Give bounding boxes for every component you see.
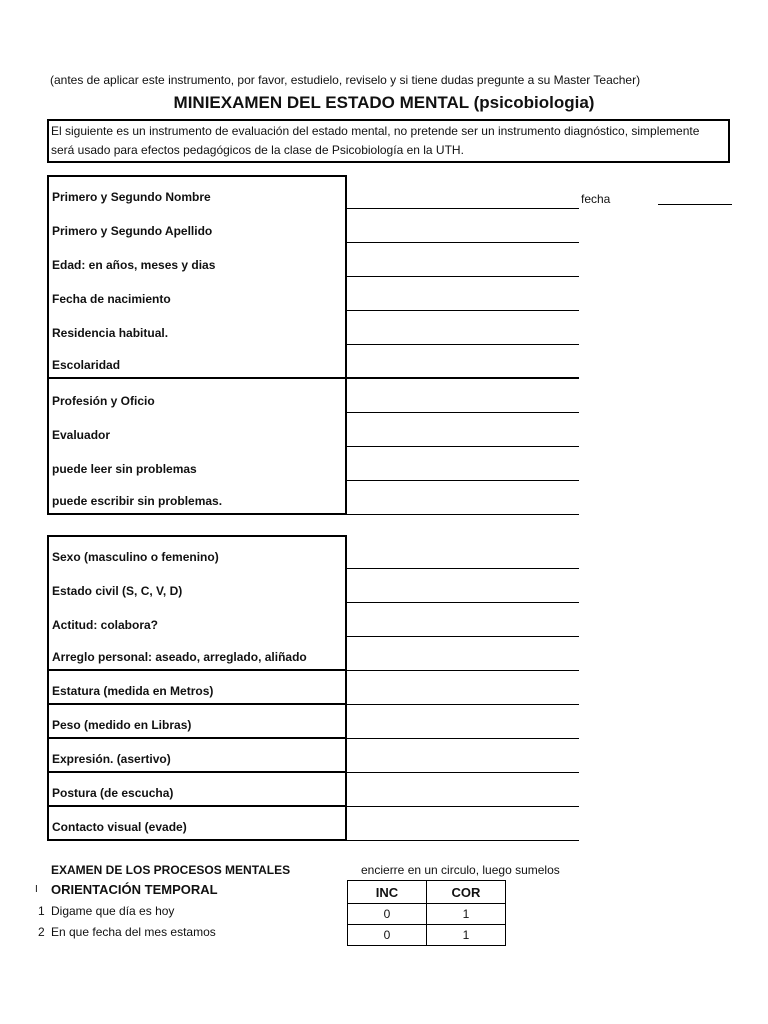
field-answer[interactable] bbox=[347, 569, 579, 603]
field-answer[interactable] bbox=[347, 175, 579, 209]
score-cor[interactable]: 1 bbox=[427, 904, 506, 925]
field-label: Edad: en años, meses y dias bbox=[52, 258, 216, 272]
intro-box: El siguiente es un instrumento de evaluación del estado mental, no pretende ser un instrumento diagnóstico, simplemente será usado para efectos pedagógicos de la clase de Psicobiología en la UTH. bbox=[47, 119, 730, 163]
field-answer[interactable] bbox=[347, 739, 579, 773]
field-answer[interactable] bbox=[347, 277, 579, 311]
table-row bbox=[348, 925, 506, 946]
exam-instruction: encierre en un circulo, luego sumelos bbox=[361, 863, 560, 877]
question-text: En que fecha del mes estamos bbox=[51, 925, 216, 939]
field-label: Fecha de nacimiento bbox=[52, 292, 171, 306]
field-label: Evaluador bbox=[52, 428, 111, 442]
personal-data-table bbox=[47, 175, 579, 515]
field-answer[interactable] bbox=[347, 209, 579, 243]
field-label: Postura (de escucha) bbox=[52, 786, 174, 800]
date-label: fecha bbox=[581, 192, 611, 206]
field-label: puede escribir sin problemas. bbox=[52, 494, 223, 508]
section-number: I bbox=[35, 884, 38, 895]
score-table bbox=[347, 880, 506, 946]
field-label: Arreglo personal: aseado, arreglado, aliñado bbox=[52, 650, 307, 664]
field-answer[interactable] bbox=[347, 311, 579, 345]
field-answer[interactable] bbox=[347, 671, 579, 705]
question-number: 1 bbox=[38, 904, 45, 918]
column-header-cor: COR bbox=[427, 881, 506, 904]
score-inc[interactable]: 0 bbox=[348, 904, 427, 925]
field-answer[interactable] bbox=[347, 413, 579, 447]
field-answer[interactable] bbox=[347, 603, 579, 637]
field-label: Actitud: colabora? bbox=[52, 618, 159, 632]
exam-section-title: EXAMEN DE LOS PROCESOS MENTALES bbox=[51, 863, 291, 877]
question-number: 2 bbox=[38, 925, 45, 939]
field-label: Sexo (masculino o femenino) bbox=[52, 550, 219, 564]
observation-table bbox=[47, 535, 579, 841]
field-label: puede leer sin problemas bbox=[52, 462, 197, 476]
field-label: Expresión. (asertivo) bbox=[52, 752, 171, 766]
field-answer[interactable] bbox=[347, 773, 579, 807]
field-label: Profesión y Oficio bbox=[52, 394, 155, 408]
field-label: Peso (medido en Libras) bbox=[52, 718, 192, 732]
question-text: Digame que día es hoy bbox=[51, 904, 175, 918]
field-label: Estado civil (S, C, V, D) bbox=[52, 584, 183, 598]
field-answer[interactable] bbox=[347, 345, 579, 379]
date-field[interactable] bbox=[658, 204, 732, 205]
field-label: Residencia habitual. bbox=[52, 326, 169, 340]
field-label: Contacto visual (evade) bbox=[52, 820, 187, 834]
field-label: Estatura (medida en Metros) bbox=[52, 684, 214, 698]
subsection-title: ORIENTACIÓN TEMPORAL bbox=[51, 882, 218, 897]
column-header-inc: INC bbox=[348, 881, 427, 904]
field-answer[interactable] bbox=[347, 481, 579, 515]
field-answer[interactable] bbox=[347, 535, 579, 569]
page-title: MINIEXAMEN DEL ESTADO MENTAL (psicobiologia) bbox=[173, 93, 595, 112]
score-cor[interactable]: 1 bbox=[427, 925, 506, 946]
field-answer[interactable] bbox=[347, 379, 579, 413]
field-label: Primero y Segundo Nombre bbox=[52, 190, 211, 204]
field-label: Primero y Segundo Apellido bbox=[52, 224, 213, 238]
field-answer[interactable] bbox=[347, 243, 579, 277]
field-answer[interactable] bbox=[347, 447, 579, 481]
instruction-note: (antes de aplicar este instrumento, por favor, estudielo, reviselo y si tiene dudas pregunte a su Master Teacher) bbox=[50, 73, 641, 87]
field-answer[interactable] bbox=[347, 705, 579, 739]
field-answer[interactable] bbox=[347, 637, 579, 671]
score-inc[interactable]: 0 bbox=[348, 925, 427, 946]
field-answer[interactable] bbox=[347, 807, 579, 841]
field-label: Escolaridad bbox=[52, 358, 121, 372]
table-row bbox=[348, 904, 506, 925]
